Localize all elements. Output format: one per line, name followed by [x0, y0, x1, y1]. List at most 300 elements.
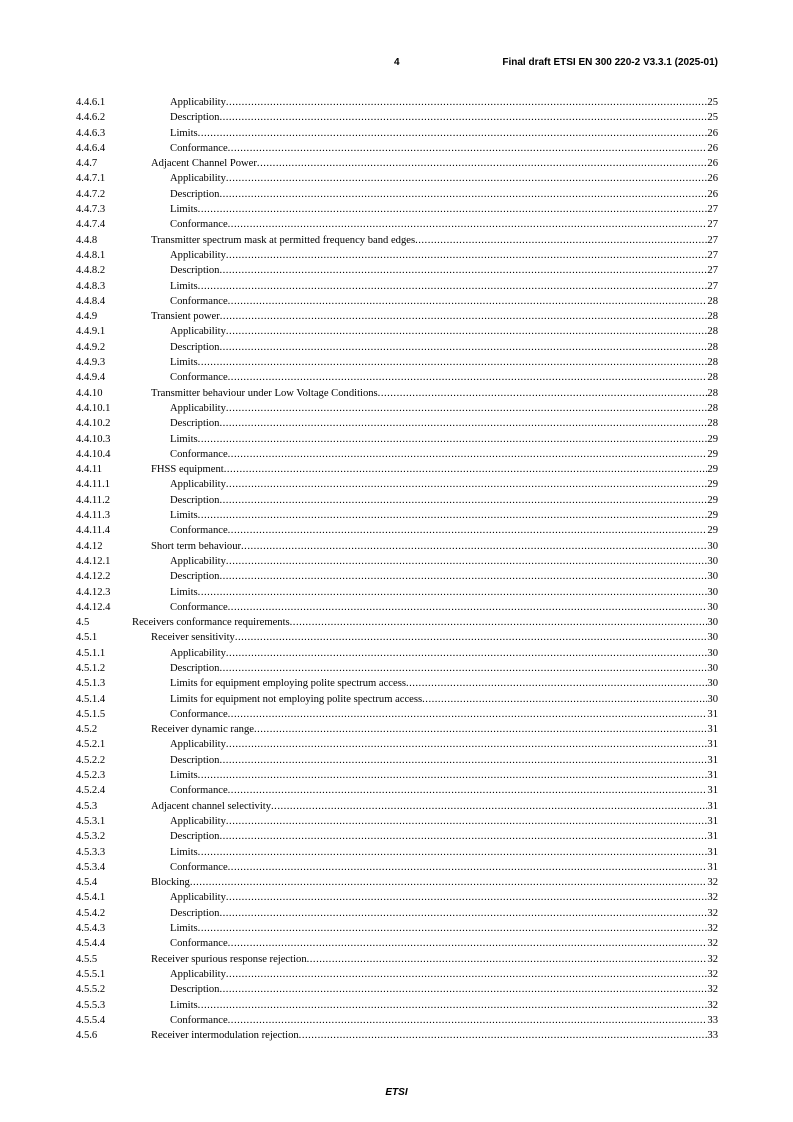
- toc-entry-page: 28: [707, 387, 718, 399]
- dot-leader: [219, 416, 707, 431]
- toc-entry-title-line: [151, 539, 707, 554]
- dot-leader: [219, 263, 707, 278]
- toc-entry[interactable]: 4.4.8 Transmitter spectrum mask at permitted frequency band edges ..... 27: [76, 233, 718, 248]
- toc-entry-title: Conformance: [170, 861, 228, 873]
- toc-entry-page: 32: [707, 877, 718, 889]
- toc-entry-title: Limits: [170, 280, 198, 292]
- dot-leader: [226, 248, 708, 263]
- toc-entry-title-line: [170, 171, 707, 186]
- toc-entry[interactable]: 4.5.2.1 Applicability ..... 31: [76, 737, 718, 752]
- dot-leader: [257, 156, 707, 171]
- toc-entry-title: Transient power: [151, 311, 220, 323]
- toc-entry-title: FHSS equipment: [151, 464, 224, 476]
- toc-entry-title-line: [151, 875, 707, 890]
- dot-leader: [228, 860, 708, 875]
- toc-entry[interactable]: 4.4.10.1 Applicability ..... 28: [76, 401, 718, 416]
- toc-entry-title-line: [170, 768, 707, 783]
- dot-leader: [190, 875, 708, 890]
- dot-leader: [198, 585, 708, 600]
- toc-entry-title: Description: [170, 265, 220, 277]
- toc-entry[interactable]: 4.5.5.1 Applicability ..... 32: [76, 967, 718, 982]
- toc-entry-page: 30: [707, 678, 718, 690]
- toc-entry-title-line: [170, 447, 707, 462]
- toc-entry-page: 29: [707, 464, 718, 476]
- dot-leader: [226, 95, 708, 110]
- toc-entry-title-line: [170, 692, 707, 707]
- toc-entry-title: Limits for equipment employing polite spectrum access: [170, 678, 406, 690]
- dot-leader: [219, 906, 707, 921]
- toc-entry[interactable]: 4.4.12.1 Applicability ..... 30: [76, 554, 718, 569]
- dot-leader: [198, 202, 708, 217]
- toc-entry-title: Conformance: [170, 1014, 228, 1026]
- toc-entry-page: 28: [707, 311, 718, 323]
- toc-entry-page: 30: [707, 601, 718, 613]
- toc-entry-title: Limits: [170, 357, 198, 369]
- toc-entry[interactable]: 4.5.3.4 Conformance ..... 31: [76, 860, 718, 875]
- toc-entry[interactable]: 4.4.6.1 Applicability ..... 25: [76, 95, 718, 110]
- dot-leader: [254, 722, 707, 737]
- toc-entry-title-line: [170, 707, 707, 722]
- toc-entry-title-line: [151, 799, 707, 814]
- toc-entry-page: 26: [707, 173, 718, 185]
- toc-entry-title: Limits: [170, 433, 198, 445]
- toc-entry-page: 31: [707, 800, 718, 812]
- toc-entry-page: 26: [707, 127, 718, 139]
- toc-entry[interactable]: 4.4.10.3 Limits ..... 29: [76, 432, 718, 447]
- dot-leader: [198, 126, 708, 141]
- toc-entry[interactable]: 4.4.6.3 Limits ..... 26: [76, 126, 718, 141]
- toc-entry-title-line: [170, 401, 707, 416]
- toc-entry-title-line: [170, 661, 707, 676]
- table-of-contents: [76, 95, 718, 1043]
- toc-entry-title-line: [170, 324, 707, 339]
- toc-entry-title: Limits: [170, 204, 198, 216]
- toc-entry-title: Limits: [170, 999, 198, 1011]
- toc-entry-page: 31: [707, 754, 718, 766]
- toc-entry-title-line: [170, 737, 707, 752]
- toc-entry-page: 27: [707, 249, 718, 261]
- toc-entry-page: 26: [707, 188, 718, 200]
- dot-leader: [226, 401, 708, 416]
- toc-entry-title: Applicability: [170, 249, 226, 261]
- dot-leader: [228, 600, 708, 615]
- dot-leader: [228, 447, 708, 462]
- toc-entry-page: 29: [707, 433, 718, 445]
- dot-leader: [228, 1013, 708, 1028]
- toc-entry-page: 25: [707, 112, 718, 124]
- toc-entry-page: 31: [707, 724, 718, 736]
- toc-entry-title: Transmitter behaviour under Low Voltage Conditions: [151, 387, 378, 399]
- toc-entry[interactable]: 4.5.2.3 Limits ..... 31: [76, 768, 718, 783]
- toc-entry-title-line: [170, 202, 707, 217]
- toc-entry-title-line: [170, 187, 707, 202]
- toc-entry[interactable]: 4.4.7.4 Conformance ..... 27: [76, 217, 718, 232]
- toc-entry-title: Description: [170, 831, 220, 843]
- toc-entry-page: 28: [707, 341, 718, 353]
- dot-leader: [228, 370, 708, 385]
- toc-entry[interactable]: 4.4.8.3 Limits ..... 27: [76, 279, 718, 294]
- toc-entry-page: 32: [707, 907, 718, 919]
- toc-entry-title-line: [170, 95, 707, 110]
- toc-entry-title: Transmitter spectrum mask at permitted frequency band edges: [151, 234, 416, 246]
- toc-entry-page: 29: [707, 448, 718, 460]
- toc-entry[interactable]: 4.4.11.1 Applicability ..... 29: [76, 477, 718, 492]
- toc-entry-title-line: [170, 569, 707, 584]
- dot-leader: [198, 768, 708, 783]
- dot-leader: [198, 508, 708, 523]
- toc-entry-title-line: [151, 952, 707, 967]
- toc-entry-title: Receiver dynamic range: [151, 724, 254, 736]
- page-number: 4: [394, 57, 400, 68]
- toc-entry-title-line: [170, 110, 707, 125]
- dot-leader: [219, 493, 707, 508]
- toc-entry[interactable]: 4.4.9 Transient power ..... 28: [76, 309, 718, 324]
- toc-entry-title: Limits: [170, 770, 198, 782]
- toc-entry-title-line: [170, 814, 707, 829]
- toc-entry[interactable]: 4.5.1.1 Applicability ..... 30: [76, 646, 718, 661]
- toc-entry[interactable]: 4.4.11.4 Conformance ..... 29: [76, 523, 718, 538]
- toc-entry-title-line: [132, 615, 707, 630]
- dot-leader: [219, 187, 707, 202]
- toc-entry-page: 32: [707, 984, 718, 996]
- dot-leader: [198, 845, 708, 860]
- toc-entry[interactable]: 4.5.1 Receiver sensitivity ..... 30: [76, 630, 718, 645]
- toc-entry-title: Applicability: [170, 326, 226, 338]
- dot-leader: [198, 921, 708, 936]
- toc-entry-title-line: [170, 998, 707, 1013]
- toc-entry-page: 31: [707, 770, 718, 782]
- toc-entry-title-line: [151, 233, 707, 248]
- toc-entry-page: 32: [707, 938, 718, 950]
- toc-entry[interactable]: 4.5.1.3 Limits for equipment employing polite spectrum access ..... 30: [76, 676, 718, 691]
- toc-entry-page: 27: [707, 204, 718, 216]
- dot-leader: [219, 661, 707, 676]
- toc-entry-title-line: [170, 676, 707, 691]
- toc-entry-title-line: [151, 722, 707, 737]
- toc-entry-title: Conformance: [170, 938, 228, 950]
- toc-entry[interactable]: 4.5 Receivers conformance requirements ..... 30: [76, 615, 718, 630]
- toc-entry-title: Limits: [170, 510, 198, 522]
- toc-entry-title-line: [170, 890, 707, 905]
- toc-entry-page: 33: [707, 1014, 718, 1026]
- toc-entry-title: Description: [170, 984, 220, 996]
- dot-leader: [415, 233, 707, 248]
- toc-entry-title-line: [170, 355, 707, 370]
- toc-entry[interactable]: 4.4.8.2 Description ..... 27: [76, 263, 718, 278]
- toc-entry-title: Limits: [170, 127, 198, 139]
- toc-entry-title: Applicability: [170, 739, 226, 751]
- toc-entry[interactable]: 4.4.11 FHSS equipment ..... 29: [76, 462, 718, 477]
- toc-entry-title: Applicability: [170, 402, 226, 414]
- toc-entry-title: Conformance: [170, 295, 228, 307]
- toc-entry-title: Conformance: [170, 372, 228, 384]
- toc-entry-title: Receiver spurious response rejection: [151, 953, 307, 965]
- dot-leader: [219, 829, 707, 844]
- toc-entry-page: 27: [707, 234, 718, 246]
- toc-entry[interactable]: 4.4.9.1 Applicability ..... 28: [76, 324, 718, 339]
- toc-entry-title-line: [170, 493, 707, 508]
- document-title: Final draft ETSI EN 300 220-2 V3.3.1 (2025-01): [502, 57, 718, 68]
- toc-entry-page: 28: [707, 402, 718, 414]
- dot-leader: [307, 952, 708, 967]
- toc-entry[interactable]: 4.5.2.2 Description ..... 31: [76, 753, 718, 768]
- dot-leader: [219, 110, 707, 125]
- toc-entry-title-line: [170, 585, 707, 600]
- toc-entry-page: 30: [707, 693, 718, 705]
- dot-leader: [241, 539, 707, 554]
- toc-entry-title: Description: [170, 754, 220, 766]
- toc-entry-title: Conformance: [170, 601, 228, 613]
- toc-entry-title-line: [170, 646, 707, 661]
- dot-leader: [220, 309, 708, 324]
- dot-leader: [226, 814, 708, 829]
- toc-entry[interactable]: 4.4.7.2 Description ..... 26: [76, 187, 718, 202]
- dot-leader: [198, 355, 708, 370]
- page-footer: ETSI: [385, 1087, 408, 1098]
- toc-entry-page: 29: [707, 525, 718, 537]
- toc-entry[interactable]: 4.5.4.1 Applicability ..... 32: [76, 890, 718, 905]
- toc-entry[interactable]: 4.4.7.1 Applicability ..... 26: [76, 171, 718, 186]
- dot-leader: [228, 523, 708, 538]
- toc-entry-page: 32: [707, 968, 718, 980]
- dot-leader: [226, 967, 708, 982]
- dot-leader: [226, 737, 708, 752]
- toc-entry-title-line: [170, 141, 707, 156]
- toc-entry-page: 28: [707, 418, 718, 430]
- toc-entry-page: 30: [707, 571, 718, 583]
- toc-entry-title: Description: [170, 112, 220, 124]
- toc-entry-page: 30: [707, 586, 718, 598]
- toc-entry-title: Applicability: [170, 555, 226, 567]
- toc-entry-title-line: [151, 462, 707, 477]
- toc-entry[interactable]: 4.5.4.2 Description ..... 32: [76, 906, 718, 921]
- toc-entry[interactable]: 4.4.9.3 Limits ..... 28: [76, 355, 718, 370]
- dot-leader: [198, 432, 708, 447]
- toc-entry-title: Adjacent Channel Power: [151, 158, 257, 170]
- toc-entry-title: Applicability: [170, 479, 226, 491]
- toc-entry-title: Description: [170, 571, 220, 583]
- toc-entry[interactable]: 4.5.4.3 Limits ..... 32: [76, 921, 718, 936]
- toc-entry-title-line: [170, 370, 707, 385]
- dot-leader: [226, 171, 708, 186]
- toc-entry-title: Applicability: [170, 968, 226, 980]
- toc-entry[interactable]: 4.4.7 Adjacent Channel Power ..... 26: [76, 156, 718, 171]
- toc-entry[interactable]: 4.5.3.3 Limits ..... 31: [76, 845, 718, 860]
- toc-entry[interactable]: 4.5.2 Receiver dynamic range ..... 31: [76, 722, 718, 737]
- toc-entry-page: 27: [707, 219, 718, 231]
- toc-entry-page: 29: [707, 494, 718, 506]
- toc-entry-page: 30: [707, 647, 718, 659]
- toc-entry-title-line: [170, 477, 707, 492]
- toc-entry[interactable]: 4.5.4 Blocking ..... 32: [76, 875, 718, 890]
- dot-leader: [422, 692, 707, 707]
- toc-entry-page: 30: [707, 662, 718, 674]
- toc-entry-title-line: [170, 906, 707, 921]
- toc-entry-page: 27: [707, 280, 718, 292]
- toc-entry-title-line: [170, 860, 707, 875]
- toc-entry-title: Applicability: [170, 173, 226, 185]
- toc-entry-page: 32: [707, 923, 718, 935]
- dot-leader: [299, 1028, 708, 1043]
- toc-entry-page: 27: [707, 265, 718, 277]
- toc-entry-title: Limits: [170, 923, 198, 935]
- toc-entry[interactable]: 4.4.8.4 Conformance ..... 28: [76, 294, 718, 309]
- toc-entry[interactable]: 4.5.4.4 Conformance ..... 32: [76, 936, 718, 951]
- toc-entry[interactable]: 4.4.11.3 Limits ..... 29: [76, 508, 718, 523]
- dot-leader: [198, 279, 708, 294]
- dot-leader: [224, 462, 708, 477]
- toc-entry-title-line: [151, 309, 707, 324]
- toc-entry-title: Description: [170, 662, 220, 674]
- toc-entry-title: Receiver intermodulation rejection: [151, 1030, 299, 1042]
- toc-entry-title-line: [170, 783, 707, 798]
- toc-entry-title: Conformance: [170, 525, 228, 537]
- toc-entry[interactable]: 4.4.10 Transmitter behaviour under Low Voltage Conditions ..... 28: [76, 386, 718, 401]
- dot-leader: [226, 890, 708, 905]
- dot-leader: [271, 799, 707, 814]
- toc-entry-title: Conformance: [170, 448, 228, 460]
- toc-entry-title-line: [170, 340, 707, 355]
- toc-entry-title: Conformance: [170, 142, 228, 154]
- toc-entry-title: Description: [170, 418, 220, 430]
- toc-entry-title-line: [151, 630, 707, 645]
- toc-entry[interactable]: 4.5.3.2 Description ..... 31: [76, 829, 718, 844]
- toc-entry[interactable]: 4.4.12.3 Limits ..... 30: [76, 585, 718, 600]
- toc-entry-title-line: [151, 1028, 707, 1043]
- toc-entry-page: 33: [707, 1030, 718, 1042]
- toc-entry-page: 31: [707, 846, 718, 858]
- toc-entry[interactable]: 4.5.1.4 Limits for equipment not employing polite spectrum access ..... 30: [76, 692, 718, 707]
- toc-entry-title: Limits for equipment not employing polite spectrum access: [170, 693, 423, 705]
- toc-entry-page: 26: [707, 142, 718, 154]
- toc-entry[interactable]: 4.5.3 Adjacent channel selectivity ..... 31: [76, 799, 718, 814]
- toc-entry-page: 25: [707, 97, 718, 108]
- toc-entry-page: 28: [707, 326, 718, 338]
- toc-entry-title: Applicability: [170, 815, 226, 827]
- dot-leader: [235, 630, 708, 645]
- toc-entry[interactable]: 4.5.1.5 Conformance ..... 31: [76, 707, 718, 722]
- toc-entry-page: 31: [707, 785, 718, 797]
- toc-entry[interactable]: 4.4.12.2 Description ..... 30: [76, 569, 718, 584]
- dot-leader: [226, 324, 708, 339]
- toc-entry-title: Applicability: [170, 647, 226, 659]
- toc-entry[interactable]: 4.5.5.4 Conformance ..... 33: [76, 1013, 718, 1028]
- dot-leader: [228, 936, 708, 951]
- toc-entry-page: 31: [707, 708, 718, 720]
- toc-entry-page: 32: [707, 953, 718, 965]
- toc-entry[interactable]: 4.4.9.4 Conformance ..... 28: [76, 370, 718, 385]
- toc-entry[interactable]: 4.4.6.2 Description ..... 25: [76, 110, 718, 125]
- toc-entry-title: Applicability: [170, 892, 226, 904]
- toc-entry[interactable]: 4.4.12.4 Conformance ..... 30: [76, 600, 718, 615]
- dot-leader: [226, 477, 708, 492]
- toc-entry-title-line: [170, 967, 707, 982]
- toc-entry-title-line: [170, 508, 707, 523]
- toc-entry-title-line: [170, 753, 707, 768]
- toc-entry[interactable]: 4.5.5.2 Description ..... 32: [76, 982, 718, 997]
- toc-entry-page: 28: [707, 295, 718, 307]
- dot-leader: [219, 982, 707, 997]
- toc-entry[interactable]: 4.5.5 Receiver spurious response rejection ..... 32: [76, 952, 718, 967]
- dot-leader: [228, 141, 708, 156]
- dot-leader: [219, 753, 707, 768]
- dot-leader: [219, 569, 707, 584]
- toc-entry-title: Conformance: [170, 785, 228, 797]
- toc-entry[interactable]: 4.4.8.1 Applicability ..... 27: [76, 248, 718, 263]
- dot-leader: [228, 217, 708, 232]
- toc-entry-title-line: [170, 523, 707, 538]
- dot-leader: [198, 998, 708, 1013]
- dot-leader: [378, 386, 708, 401]
- toc-entry-title: Blocking: [151, 877, 190, 889]
- toc-entry-title: Applicability: [170, 97, 226, 108]
- toc-entry-title: Adjacent channel selectivity: [151, 800, 272, 812]
- toc-entry-title: Limits: [170, 586, 198, 598]
- toc-entry-title-line: [170, 248, 707, 263]
- toc-entry-title-line: [170, 600, 707, 615]
- toc-entry-title: Description: [170, 188, 220, 200]
- toc-entry-title-line: [151, 386, 707, 401]
- toc-entry-title-line: [170, 126, 707, 141]
- toc-entry-page: 26: [707, 158, 718, 170]
- toc-entry-title-line: [170, 845, 707, 860]
- toc-entry-title-line: [170, 936, 707, 951]
- dot-leader: [226, 646, 708, 661]
- dot-leader: [228, 294, 708, 309]
- toc-entry-title-line: [170, 294, 707, 309]
- toc-entry-title: Conformance: [170, 219, 228, 231]
- toc-entry-title: Description: [170, 341, 220, 353]
- toc-entry-title-line: [170, 263, 707, 278]
- toc-entry-title-line: [170, 921, 707, 936]
- toc-entry-page: 31: [707, 861, 718, 873]
- toc-entry-page: 29: [707, 479, 718, 491]
- toc-entry-page: 30: [707, 540, 718, 552]
- toc-entry-page: 32: [707, 999, 718, 1011]
- toc-entry-page: 30: [707, 555, 718, 567]
- toc-entry[interactable]: 4.4.10.2 Description ..... 28: [76, 416, 718, 431]
- toc-entry[interactable]: 4.4.11.2 Description ..... 29: [76, 493, 718, 508]
- toc-entry-title-line: [170, 432, 707, 447]
- toc-entry[interactable]: 4.5.3.1 Applicability ..... 31: [76, 814, 718, 829]
- toc-entry[interactable]: 4.4.10.4 Conformance ..... 29: [76, 447, 718, 462]
- toc-entry[interactable]: 4.4.12 Short term behaviour ..... 30: [76, 539, 718, 554]
- toc-entry-title-line: [170, 416, 707, 431]
- toc-entry-page: 28: [707, 372, 718, 384]
- toc-entry[interactable]: 4.4.7.3 Limits ..... 27: [76, 202, 718, 217]
- toc-entry-title-line: [170, 554, 707, 569]
- toc-entry-title-line: [170, 279, 707, 294]
- dot-leader: [228, 783, 708, 798]
- toc-entry-title: Short term behaviour: [151, 540, 242, 552]
- toc-entry-page: 28: [707, 357, 718, 369]
- toc-entry-page: 32: [707, 892, 718, 904]
- toc-entry-title: Receiver sensitivity: [151, 632, 235, 644]
- dot-leader: [219, 340, 707, 355]
- toc-entry[interactable]: 4.4.6.4 Conformance ..... 26: [76, 141, 718, 156]
- toc-entry-title-line: [151, 156, 707, 171]
- toc-entry[interactable]: 4.5.5.3 Limits ..... 32: [76, 998, 718, 1013]
- toc-entry[interactable]: 4.5.1.2 Description ..... 30: [76, 661, 718, 676]
- toc-entry[interactable]: 4.5.6 Receiver intermodulation rejection ..... 33: [76, 1028, 718, 1043]
- toc-entry-page: 30: [707, 617, 718, 629]
- toc-entry-title-line: [170, 1013, 707, 1028]
- toc-entry[interactable]: 4.4.9.2 Description ..... 28: [76, 340, 718, 355]
- toc-entry-title: Conformance: [170, 708, 228, 720]
- toc-entry-title: Description: [170, 907, 220, 919]
- toc-entry[interactable]: 4.5.2.4 Conformance ..... 31: [76, 783, 718, 798]
- dot-leader: [228, 707, 708, 722]
